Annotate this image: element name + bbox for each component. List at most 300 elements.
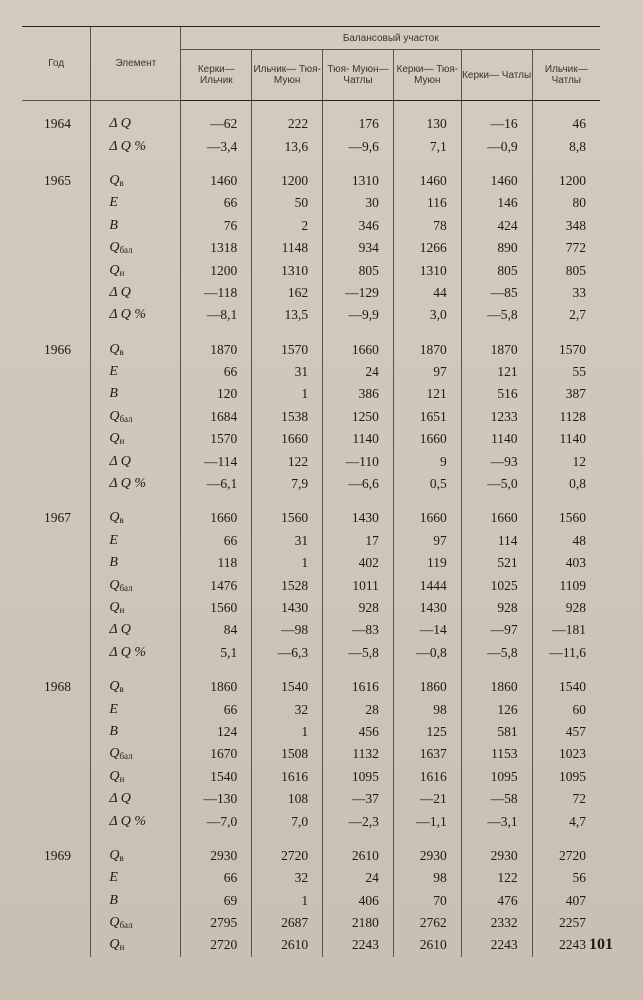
- element-cell: [91, 597, 181, 619]
- table-row: [22, 473, 600, 495]
- value-cell: 124: [181, 721, 252, 743]
- element-symbol: Q: [109, 915, 120, 931]
- element-subscript: н: [119, 773, 125, 784]
- table-row: [22, 934, 600, 956]
- value-cell: —181: [532, 619, 600, 641]
- table-row: [22, 597, 600, 619]
- element-cell: [91, 192, 181, 214]
- value-cell: 2243: [461, 934, 532, 956]
- element-symbol: Δ Q %: [109, 138, 147, 154]
- value-cell: 2795: [181, 912, 252, 934]
- value-cell: 934: [323, 237, 394, 259]
- element-cell: [91, 113, 181, 135]
- value-cell: 120: [181, 383, 252, 405]
- year-cell: [22, 721, 91, 743]
- value-cell: 346: [323, 215, 394, 237]
- value-cell: 406: [323, 890, 394, 912]
- table-row: [22, 574, 600, 596]
- value-cell: 403: [532, 552, 600, 574]
- value-cell: —5,8: [461, 304, 532, 326]
- value-cell: —9,9: [323, 304, 394, 326]
- value-cell: 1660: [323, 339, 394, 361]
- element-cell: [91, 135, 181, 157]
- value-cell: —6,6: [323, 473, 394, 495]
- value-cell: 1023: [532, 743, 600, 765]
- element-subscript: в: [119, 346, 124, 357]
- element-cell: [91, 574, 181, 596]
- value-cell: 1860: [461, 676, 532, 698]
- value-cell: 1476: [181, 574, 252, 596]
- value-cell: —5,8: [461, 642, 532, 664]
- element-symbol: Q: [109, 262, 120, 278]
- value-cell: 33: [532, 282, 600, 304]
- value-cell: —83: [323, 619, 394, 641]
- value-cell: 1570: [252, 339, 323, 361]
- header-section-5: Керки— Чатлы: [461, 50, 532, 101]
- value-cell: 2930: [461, 845, 532, 867]
- element-cell: [91, 507, 181, 529]
- value-cell: 78: [393, 215, 461, 237]
- value-cell: 2687: [252, 912, 323, 934]
- table-row: [22, 406, 600, 428]
- value-cell: 1200: [252, 170, 323, 192]
- element-symbol: B: [109, 555, 118, 571]
- element-cell: [91, 845, 181, 867]
- element-subscript: бал: [119, 413, 133, 424]
- value-cell: —37: [323, 788, 394, 810]
- value-cell: —14: [393, 619, 461, 641]
- element-symbol: Q: [109, 937, 120, 953]
- value-cell: 1460: [181, 170, 252, 192]
- value-cell: 98: [393, 867, 461, 889]
- element-cell: [91, 934, 181, 956]
- year-cell: [22, 473, 91, 495]
- value-cell: —129: [323, 282, 394, 304]
- value-cell: 28: [323, 698, 394, 720]
- element-cell: [91, 450, 181, 472]
- header-section-3: Тюя- Муюн— Чатлы: [323, 50, 394, 101]
- value-cell: 80: [532, 192, 600, 214]
- value-cell: 456: [323, 721, 394, 743]
- value-cell: 122: [252, 450, 323, 472]
- value-cell: —98: [252, 619, 323, 641]
- year-cell: [22, 530, 91, 552]
- value-cell: 122: [461, 867, 532, 889]
- value-cell: 1528: [252, 574, 323, 596]
- value-cell: 387: [532, 383, 600, 405]
- value-cell: 146: [461, 192, 532, 214]
- value-cell: —110: [323, 450, 394, 472]
- element-cell: [91, 361, 181, 383]
- value-cell: 5,1: [181, 642, 252, 664]
- value-cell: 1128: [532, 406, 600, 428]
- value-cell: —58: [461, 788, 532, 810]
- value-cell: 1570: [181, 428, 252, 450]
- value-cell: 1095: [461, 766, 532, 788]
- value-cell: —1,1: [393, 810, 461, 832]
- value-cell: 457: [532, 721, 600, 743]
- year-cell: [22, 574, 91, 596]
- element-cell: [91, 890, 181, 912]
- value-cell: 1651: [393, 406, 461, 428]
- value-cell: 1: [252, 552, 323, 574]
- value-cell: 1460: [393, 170, 461, 192]
- value-cell: 1660: [252, 428, 323, 450]
- table-body: [22, 101, 600, 957]
- value-cell: 1616: [252, 766, 323, 788]
- year-cell: [22, 259, 91, 281]
- table-row: [22, 507, 600, 529]
- year-cell: 1968: [44, 679, 71, 695]
- value-cell: 2720: [181, 934, 252, 956]
- value-cell: 2243: [532, 934, 600, 956]
- year-cell: [22, 788, 91, 810]
- value-cell: 402: [323, 552, 394, 574]
- value-cell: 69: [181, 890, 252, 912]
- element-symbol: E: [109, 870, 118, 886]
- value-cell: 1233: [461, 406, 532, 428]
- element-symbol: Δ Q: [109, 622, 131, 638]
- element-cell: [91, 473, 181, 495]
- element-cell: [91, 304, 181, 326]
- table-row: [22, 743, 600, 765]
- value-cell: 8,8: [532, 135, 600, 157]
- year-cell: [22, 619, 91, 641]
- element-symbol: E: [109, 195, 118, 211]
- element-symbol: Q: [109, 341, 120, 357]
- value-cell: —114: [181, 450, 252, 472]
- value-cell: 2762: [393, 912, 461, 934]
- year-cell: [22, 766, 91, 788]
- value-cell: 1266: [393, 237, 461, 259]
- value-cell: 114: [461, 530, 532, 552]
- value-cell: 1310: [252, 259, 323, 281]
- table-row: [22, 192, 600, 214]
- value-cell: 2332: [461, 912, 532, 934]
- year-cell: [22, 237, 91, 259]
- value-cell: 1660: [181, 507, 252, 529]
- element-subscript: н: [119, 942, 125, 953]
- table-row: [22, 676, 600, 698]
- table-row: [22, 215, 600, 237]
- value-cell: 1200: [532, 170, 600, 192]
- table-row: [22, 890, 600, 912]
- year-cell: [22, 406, 91, 428]
- value-cell: —85: [461, 282, 532, 304]
- element-cell: [91, 406, 181, 428]
- value-cell: 1860: [181, 676, 252, 698]
- value-cell: 1616: [323, 676, 394, 698]
- value-cell: 7,1: [393, 135, 461, 157]
- value-cell: 1109: [532, 574, 600, 596]
- value-cell: 805: [461, 259, 532, 281]
- element-cell: [91, 259, 181, 281]
- year-cell: [22, 282, 91, 304]
- group-spacer: [22, 158, 600, 170]
- element-symbol: Q: [109, 679, 120, 695]
- value-cell: 1250: [323, 406, 394, 428]
- value-cell: 72: [532, 788, 600, 810]
- value-cell: 55: [532, 361, 600, 383]
- value-cell: 13,5: [252, 304, 323, 326]
- value-cell: 66: [181, 867, 252, 889]
- value-cell: 1430: [252, 597, 323, 619]
- element-symbol: Δ Q: [109, 116, 131, 132]
- element-subscript: бал: [119, 245, 133, 256]
- table-row: [22, 912, 600, 934]
- value-cell: 1140: [532, 428, 600, 450]
- element-cell: [91, 743, 181, 765]
- element-symbol: B: [109, 386, 118, 402]
- value-cell: 31: [252, 361, 323, 383]
- value-cell: 32: [252, 867, 323, 889]
- value-cell: 1637: [393, 743, 461, 765]
- element-cell: [91, 237, 181, 259]
- table-row: [22, 530, 600, 552]
- element-symbol: Q: [109, 847, 120, 863]
- value-cell: 2,7: [532, 304, 600, 326]
- element-cell: [91, 867, 181, 889]
- table-row: [22, 339, 600, 361]
- value-cell: 928: [532, 597, 600, 619]
- value-cell: 98: [393, 698, 461, 720]
- value-cell: 56: [532, 867, 600, 889]
- value-cell: 1540: [181, 766, 252, 788]
- year-cell: 1964: [44, 116, 71, 132]
- value-cell: 66: [181, 698, 252, 720]
- element-symbol: Q: [109, 510, 120, 526]
- value-cell: 1560: [252, 507, 323, 529]
- year-cell: [22, 934, 91, 956]
- year-cell: [22, 743, 91, 765]
- value-cell: 1560: [532, 507, 600, 529]
- value-cell: 0,5: [393, 473, 461, 495]
- value-cell: 108: [252, 788, 323, 810]
- value-cell: 162: [252, 282, 323, 304]
- table-row: [22, 552, 600, 574]
- year-cell: [22, 304, 91, 326]
- element-symbol: Δ Q %: [109, 476, 147, 492]
- element-cell: [91, 552, 181, 574]
- value-cell: 32: [252, 698, 323, 720]
- header-section-2: Ильчик— Тюя- Муюн: [252, 50, 323, 101]
- year-cell: 1966: [44, 341, 71, 357]
- element-symbol: B: [109, 892, 118, 908]
- value-cell: —5,0: [461, 473, 532, 495]
- value-cell: 1: [252, 890, 323, 912]
- value-cell: 24: [323, 361, 394, 383]
- year-cell: [22, 642, 91, 664]
- year-cell: [22, 450, 91, 472]
- value-cell: 1570: [532, 339, 600, 361]
- page-number: 101: [589, 936, 613, 953]
- value-cell: 30: [323, 192, 394, 214]
- header-year: Год: [22, 27, 91, 101]
- element-symbol: Δ Q %: [109, 307, 147, 323]
- value-cell: 76: [181, 215, 252, 237]
- value-cell: 1140: [461, 428, 532, 450]
- value-cell: 2257: [532, 912, 600, 934]
- table-row: [22, 361, 600, 383]
- value-cell: 805: [532, 259, 600, 281]
- value-cell: 3,0: [393, 304, 461, 326]
- element-symbol: Q: [109, 431, 120, 447]
- element-cell: [91, 282, 181, 304]
- value-cell: 222: [252, 113, 323, 135]
- table-row: [22, 845, 600, 867]
- element-cell: [91, 721, 181, 743]
- element-cell: [91, 619, 181, 641]
- element-symbol: Q: [109, 408, 120, 424]
- year-cell: [22, 912, 91, 934]
- element-cell: [91, 788, 181, 810]
- value-cell: 66: [181, 530, 252, 552]
- value-cell: 119: [393, 552, 461, 574]
- group-spacer: [22, 664, 600, 676]
- value-cell: 126: [461, 698, 532, 720]
- year-cell: [22, 192, 91, 214]
- value-cell: 12: [532, 450, 600, 472]
- value-cell: 176: [323, 113, 394, 135]
- element-symbol: B: [109, 723, 118, 739]
- year-cell: [22, 867, 91, 889]
- element-symbol: E: [109, 364, 118, 380]
- header-element: Элемент: [91, 27, 181, 101]
- value-cell: 1870: [461, 339, 532, 361]
- element-symbol: E: [109, 532, 118, 548]
- year-cell: 1969: [44, 847, 71, 863]
- value-cell: 60: [532, 698, 600, 720]
- value-cell: —3,4: [181, 135, 252, 157]
- value-cell: 2180: [323, 912, 394, 934]
- value-cell: 2720: [532, 845, 600, 867]
- value-cell: 386: [323, 383, 394, 405]
- value-cell: 1540: [532, 676, 600, 698]
- element-subscript: н: [119, 267, 125, 278]
- header-balance-section: Балансовый участок: [181, 27, 600, 50]
- element-cell: [91, 766, 181, 788]
- value-cell: 24: [323, 867, 394, 889]
- year-cell: [22, 135, 91, 157]
- value-cell: —21: [393, 788, 461, 810]
- element-cell: [91, 698, 181, 720]
- value-cell: 516: [461, 383, 532, 405]
- value-cell: —0,9: [461, 135, 532, 157]
- value-cell: 1660: [461, 507, 532, 529]
- value-cell: 1148: [252, 237, 323, 259]
- value-cell: —7,0: [181, 810, 252, 832]
- table-row: [22, 450, 600, 472]
- value-cell: 2930: [393, 845, 461, 867]
- table-row: [22, 282, 600, 304]
- value-cell: 1670: [181, 743, 252, 765]
- table-row: [22, 237, 600, 259]
- value-cell: —11,6: [532, 642, 600, 664]
- element-cell: [91, 530, 181, 552]
- value-cell: 521: [461, 552, 532, 574]
- element-cell: [91, 215, 181, 237]
- value-cell: 9: [393, 450, 461, 472]
- value-cell: 581: [461, 721, 532, 743]
- element-symbol: Δ Q %: [109, 644, 147, 660]
- value-cell: 1310: [323, 170, 394, 192]
- value-cell: 2610: [393, 934, 461, 956]
- value-cell: 1200: [181, 259, 252, 281]
- value-cell: 70: [393, 890, 461, 912]
- value-cell: —6,1: [181, 473, 252, 495]
- value-cell: 116: [393, 192, 461, 214]
- value-cell: 84: [181, 619, 252, 641]
- value-cell: —3,1: [461, 810, 532, 832]
- element-subscript: н: [119, 605, 125, 615]
- year-cell: [22, 552, 91, 574]
- element-cell: [91, 428, 181, 450]
- element-symbol: Δ Q: [109, 453, 131, 469]
- value-cell: —6,3: [252, 642, 323, 664]
- element-cell: [91, 676, 181, 698]
- header-section-6: Ильчик— Чатлы: [532, 50, 600, 101]
- value-cell: 1540: [252, 676, 323, 698]
- year-cell: [22, 428, 91, 450]
- value-cell: 121: [461, 361, 532, 383]
- value-cell: 13,6: [252, 135, 323, 157]
- value-cell: 1132: [323, 743, 394, 765]
- element-subscript: в: [119, 515, 124, 526]
- value-cell: 2720: [252, 845, 323, 867]
- table-row: [22, 383, 600, 405]
- element-symbol: Q: [109, 600, 120, 615]
- year-cell: [22, 383, 91, 405]
- value-cell: 1095: [323, 766, 394, 788]
- element-symbol: E: [109, 701, 118, 717]
- year-cell: [22, 361, 91, 383]
- element-cell: [91, 383, 181, 405]
- value-cell: 1870: [181, 339, 252, 361]
- value-cell: 118: [181, 552, 252, 574]
- element-symbol: B: [109, 217, 118, 233]
- table-row: [22, 619, 600, 641]
- value-cell: 1153: [461, 743, 532, 765]
- value-cell: 805: [323, 259, 394, 281]
- value-cell: 348: [532, 215, 600, 237]
- value-cell: 424: [461, 215, 532, 237]
- value-cell: 125: [393, 721, 461, 743]
- element-cell: [91, 912, 181, 934]
- element-symbol: Δ Q: [109, 284, 131, 300]
- value-cell: 1538: [252, 406, 323, 428]
- value-cell: 1660: [393, 507, 461, 529]
- value-cell: 2610: [252, 934, 323, 956]
- table-row: [22, 135, 600, 157]
- value-cell: —16: [461, 113, 532, 135]
- element-subscript: бал: [119, 582, 133, 593]
- value-cell: 1508: [252, 743, 323, 765]
- header-section-1: Керки— Ильчик: [181, 50, 252, 101]
- value-cell: —9,6: [323, 135, 394, 157]
- value-cell: 1140: [323, 428, 394, 450]
- element-subscript: в: [119, 177, 124, 188]
- value-cell: 97: [393, 530, 461, 552]
- value-cell: 31: [252, 530, 323, 552]
- value-cell: 1616: [393, 766, 461, 788]
- value-cell: 7,9: [252, 473, 323, 495]
- value-cell: 44: [393, 282, 461, 304]
- table-row: [22, 867, 600, 889]
- value-cell: 0,8: [532, 473, 600, 495]
- value-cell: 407: [532, 890, 600, 912]
- value-cell: —130: [181, 788, 252, 810]
- element-subscript: н: [119, 436, 125, 447]
